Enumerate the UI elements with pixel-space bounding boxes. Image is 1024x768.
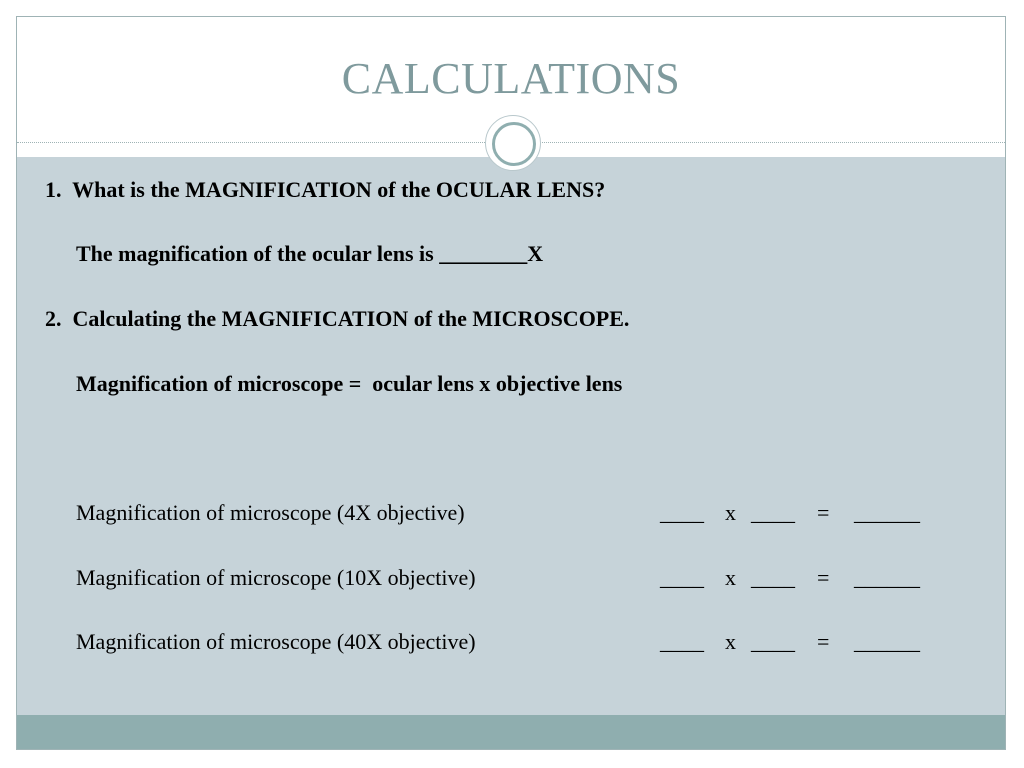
result-blank: ______ [854, 629, 920, 654]
circle-ornament-icon [485, 115, 541, 171]
slide [16, 16, 1006, 750]
equals-sign: = [817, 629, 830, 654]
circle-ornament-ring [492, 122, 536, 166]
times-sign: x [725, 629, 736, 654]
calc-row-label: Magnification of microscope (4X objective) [76, 500, 465, 525]
equals-sign: = [817, 500, 830, 525]
calc-row-label: Magnification of microscope (10X objective) [76, 565, 476, 590]
objective-blank: ____ [751, 500, 795, 525]
ocular-blank: ____ [660, 500, 704, 525]
slide-title: CALCULATIONS [341, 54, 681, 103]
result-blank: ______ [854, 565, 920, 590]
equals-sign: = [817, 565, 830, 590]
objective-blank: ____ [751, 629, 795, 654]
objective-blank: ____ [751, 565, 795, 590]
footer-bar [17, 715, 1005, 750]
calc-row-label: Magnification of microscope (40X objective) [76, 629, 476, 654]
ocular-blank: ____ [660, 629, 704, 654]
times-sign: x [725, 565, 736, 590]
times-sign: x [725, 500, 736, 525]
ocular-blank: ____ [660, 565, 704, 590]
result-blank: ______ [854, 500, 920, 525]
question-1: 1. What is the MAGNIFICATION of the OCULAR LENS? [45, 177, 606, 202]
magnification-formula: Magnification of microscope = ocular lens x objective lens [76, 371, 623, 396]
answer-line-ocular: The magnification of the ocular lens is ________X [76, 241, 544, 266]
question-2: 2. Calculating the MAGNIFICATION of the MICROSCOPE. [45, 306, 630, 331]
